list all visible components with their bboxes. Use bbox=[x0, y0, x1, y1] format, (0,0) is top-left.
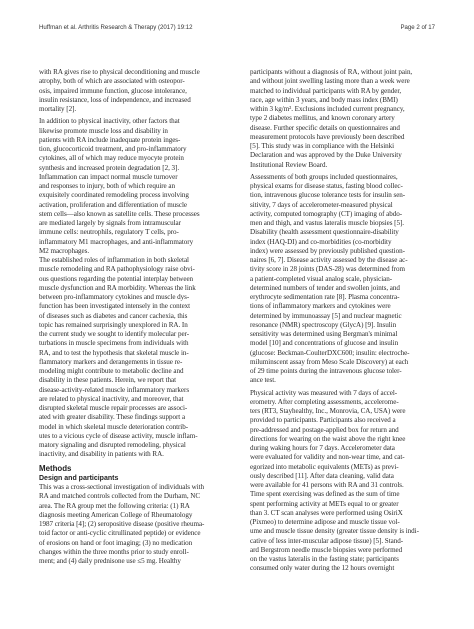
text-line: sitivity, 7 days of accelerometer-measured physical bbox=[250, 200, 393, 209]
text-line: RA and matched controls collected from the Durham, NC bbox=[39, 492, 201, 501]
text-line: of 29 time points during the intravenous glucose toler- bbox=[250, 367, 402, 375]
text-line: directions for wearing on the waist above the right knee bbox=[250, 434, 406, 443]
text-line: consumed only water during the 12 hours overnight bbox=[250, 564, 395, 573]
text-line: between pro-inflammatory cytokines and muscle dys- bbox=[39, 293, 190, 301]
text-line: model [10] and concentrations of glucose and insulin bbox=[250, 339, 399, 348]
text-line: muscle remodeling and RA pathophysiology raise obvi- bbox=[39, 265, 195, 274]
text-line: a patient-completed visual analog scale, physician- bbox=[250, 274, 393, 283]
journal-citation: Huffman et al. Arthritis Research & Therapy (2017) 19:12 bbox=[39, 24, 193, 31]
text-line: naires [6, 7]. Disease activity assessed by the disease ac- bbox=[250, 256, 408, 264]
text-line: activation, proliferation and differentiation of muscle bbox=[39, 200, 188, 209]
text-line: the current study we sought to identify molecular per- bbox=[39, 330, 190, 338]
text-line: RA, and to test the hypothesis that skeletal muscle in- bbox=[39, 348, 189, 357]
text-line: during waking hours for 7 days. Accelerometer data bbox=[250, 444, 395, 452]
text-line: Disability (health assessment questionnaire-disability bbox=[250, 228, 399, 237]
text-line: and without joint swelling lasting more than a week were bbox=[250, 77, 410, 86]
text-line: and responses to injury, both of which require an bbox=[39, 182, 175, 190]
text-line: topic has remained surprisingly unexplored in RA. In bbox=[39, 320, 188, 329]
paragraph bbox=[250, 389, 435, 574]
text-line: osis, impaired immune function, glucose intolerance, bbox=[39, 86, 187, 95]
text-line: (glucose: Beckman-CoulterDXC600; insulin: electroche- bbox=[250, 348, 410, 357]
text-line: of erosions on hand or foot imaging; (3) no medication bbox=[39, 538, 193, 547]
right-column bbox=[250, 68, 435, 574]
text-line: are related to physical inactivity, and moreover, that bbox=[39, 394, 184, 403]
text-line: diagnosis meeting American College of Rheumatology bbox=[39, 510, 193, 519]
text-line: index (HAQ-DI) and co-morbidities (co-morbidity bbox=[250, 237, 392, 246]
text-line: tions of inflammatory markers and cytokines were bbox=[250, 302, 391, 311]
text-line: spent performing activity at METs equal to or greater bbox=[250, 499, 399, 508]
page-number: Page 2 of 17 bbox=[400, 24, 435, 31]
text-line: tion, intravenous glucose tolerance tests for insulin sen- bbox=[250, 191, 406, 200]
text-line: were available for 41 persons with RA and 31 controls. bbox=[250, 481, 404, 489]
text-line: inflammatory M1 macrophages, and anti-inflammatory bbox=[39, 237, 194, 246]
text-line: ance test. bbox=[250, 376, 276, 385]
text-line: pre-addressed and postage-applied box for return and bbox=[250, 425, 399, 434]
text-line: were evaluated for validity and non-wear time, and cat- bbox=[250, 453, 405, 462]
text-line: ously described [11]. After data cleaning, valid data bbox=[250, 471, 394, 480]
text-line: activity, computed tomography (CT) imaging of abdo- bbox=[250, 209, 403, 218]
paragraph bbox=[39, 483, 224, 566]
text-line: physical exams for disease status, fasting blood collec- bbox=[250, 182, 403, 190]
text-line: atrophy, both of which are associated with osteopor- bbox=[39, 77, 185, 86]
text-line: matory signaling and disrupted remodeling, physical bbox=[39, 441, 186, 449]
paragraph bbox=[250, 68, 435, 170]
section-heading: Methods bbox=[39, 463, 72, 473]
text-line: ated with greater disability. These findings support a bbox=[39, 413, 186, 422]
paragraph bbox=[39, 256, 224, 460]
text-line: inactivity, and disability in patients with RA. bbox=[39, 450, 164, 459]
text-line: men and thigh, and vastus lateralis muscle biopsies [5]. bbox=[250, 219, 405, 227]
text-line: changes within the three months prior to study enroll- bbox=[39, 547, 189, 556]
paragraph bbox=[250, 173, 435, 386]
text-line: cytokines, all of which may reduce myocyte protein bbox=[39, 154, 184, 163]
text-line: ard Bergstrom needle muscle biopsies were performed bbox=[250, 545, 403, 554]
text-line: within 3 kg/m². Exclusions included current pregnancy, bbox=[250, 105, 405, 113]
text-line: resonance (NMR) spectroscopy (GlycA) [9]. Insulin bbox=[250, 320, 397, 329]
text-line: Time spent exercising was defined as the sum of time bbox=[250, 490, 400, 499]
text-line: type 2 diabetes mellitus, and known coronary artery bbox=[250, 114, 395, 123]
text-line: immune cells: neutrophils, regulatory T cells, pro- bbox=[39, 228, 179, 237]
text-line: index) were assessed by previously published question- bbox=[250, 246, 405, 255]
paragraph bbox=[39, 68, 224, 114]
text-line: ters (RT3, Stayhealthy, Inc., Monrovia, CA, USA) were bbox=[250, 407, 406, 415]
text-line: Institutional Review Board. bbox=[250, 160, 328, 169]
text-line: miluminscent assay from Meso Scale Discovery) at each bbox=[250, 357, 409, 366]
text-line: participants without a diagnosis of RA, without joint pain, bbox=[250, 68, 413, 76]
text-line: flammatory markers and derangements in tissue re- bbox=[39, 357, 183, 366]
text-line: In addition to physical inactivity, other factors that bbox=[39, 117, 180, 126]
text-line: ment; and (4) daily prednisone use ≤5 mg. Healthy bbox=[39, 557, 181, 565]
text-line: ous questions regarding the potential interplay between bbox=[39, 274, 194, 283]
text-line: stem cells—also known as satellite cells. These processes bbox=[39, 209, 200, 218]
text-line: patients with RA include inadequate protein inges- bbox=[39, 135, 181, 144]
text-line: turbations in muscle specimens from individuals with bbox=[39, 339, 189, 348]
text-line: egorized into metabolic equivalents (METs) as previ- bbox=[250, 462, 399, 471]
text-line: toid factor or anti-cyclic citrullinated peptide) or evidence bbox=[39, 529, 201, 538]
text-line: Declaration and was approved by the Duke University bbox=[250, 151, 402, 160]
text-line: area. The RA group met the following criteria: (1) RA bbox=[39, 501, 190, 510]
text-line: than 3. CT scan analyses were performed using OsiriX bbox=[250, 508, 403, 517]
text-line: tion, glucocorticoid treatment, and pro-inflammatory bbox=[39, 145, 187, 153]
text-line: The established roles of inflammation in both skeletal bbox=[39, 256, 189, 264]
text-line: exquisitely coordinated remodeling process involving bbox=[39, 191, 189, 200]
text-line: M2 macrophages. bbox=[39, 246, 90, 255]
text-line: cative of less inter-muscular adipose tissue) [5]. Stand- bbox=[250, 536, 404, 545]
text-line: disrupted skeletal muscle repair processes are associ- bbox=[39, 404, 188, 412]
text-line: synthesis and increased protein degradation [2, 3]. bbox=[39, 163, 180, 172]
text-line: utes to a vicious cycle of disease activity, muscle inflam- bbox=[39, 431, 198, 440]
text-line: (Pixmeo) to determine adipose and muscle tissue vol- bbox=[250, 518, 400, 526]
text-line: race, age within 3 years, and body mass index (BMI) bbox=[250, 95, 398, 104]
text-line: on the vastus lateralis in the fasting state; participants bbox=[250, 555, 399, 563]
text-line: Assessments of both groups included questionnaires, bbox=[250, 172, 398, 181]
text-line: function has been investigated intensely in the context bbox=[39, 302, 191, 311]
text-line: mortality [2]. bbox=[39, 105, 77, 113]
text-line: Inflammation can impact normal muscle turnover bbox=[39, 172, 178, 181]
text-line: erythrocyte sedimentation rate [8]. Plasma concentra- bbox=[250, 293, 400, 301]
text-line: of diseases such as diabetes and cancer cachexia, this bbox=[39, 311, 188, 320]
left-column bbox=[39, 68, 224, 566]
text-line: are mediated largely by signals from intramuscular bbox=[39, 219, 181, 227]
text-line: erometry. After completing assessments, accelerome- bbox=[250, 397, 399, 406]
text-line: This was a cross-sectional investigation of individuals with bbox=[39, 483, 205, 491]
text-line: disease-activity-related muscle inflammatory markers bbox=[39, 385, 190, 394]
text-line: disease. Further specific details on questionnaires and bbox=[250, 123, 400, 132]
text-line: ume and muscle tissue density (greater tissue density is indi- bbox=[250, 527, 419, 536]
text-line: with RA gives rise to physical deconditioning and muscle bbox=[39, 68, 200, 76]
text-line: modeling might contribute to metabolic decline and bbox=[39, 367, 184, 375]
text-line: determined by immunoassay [5] and nuclear magnetic bbox=[250, 311, 402, 320]
text-line: model in which skeletal muscle deterioration contrib- bbox=[39, 422, 189, 431]
text-line: determined numbers of tender and swollen joints, and bbox=[250, 283, 400, 292]
text-line: tivity score in 28 joints (DAS-28) was determined from bbox=[250, 265, 405, 274]
text-line: muscle dysfunction and RA morbidity. Whereas the link bbox=[39, 283, 196, 292]
text-line: measurement protocols have previously been described bbox=[250, 132, 405, 141]
text-line: sensitivity was determined using Bergman's minimal bbox=[250, 330, 398, 338]
text-line: insulin resistance, loss of independence, and increased bbox=[39, 95, 191, 104]
text-line: 1987 criteria [4]; (2) seropositive disease (positive rheuma- bbox=[39, 520, 205, 528]
text-line: disability in these patients. Herein, we report that bbox=[39, 376, 177, 385]
text-line: [5]. This study was in compliance with the Helsinki bbox=[250, 142, 395, 150]
text-line: matched to individual participants with RA by gender, bbox=[250, 86, 402, 95]
running-header bbox=[39, 24, 435, 36]
text-line: likewise promote muscle loss and disability in bbox=[39, 126, 168, 135]
text-line: Physical activity was measured with 7 days of accel- bbox=[250, 388, 398, 397]
subsection-heading: Design and participants bbox=[39, 474, 119, 482]
paragraph bbox=[39, 117, 224, 256]
text-line: provided to participants. Participants also received a bbox=[250, 416, 396, 425]
